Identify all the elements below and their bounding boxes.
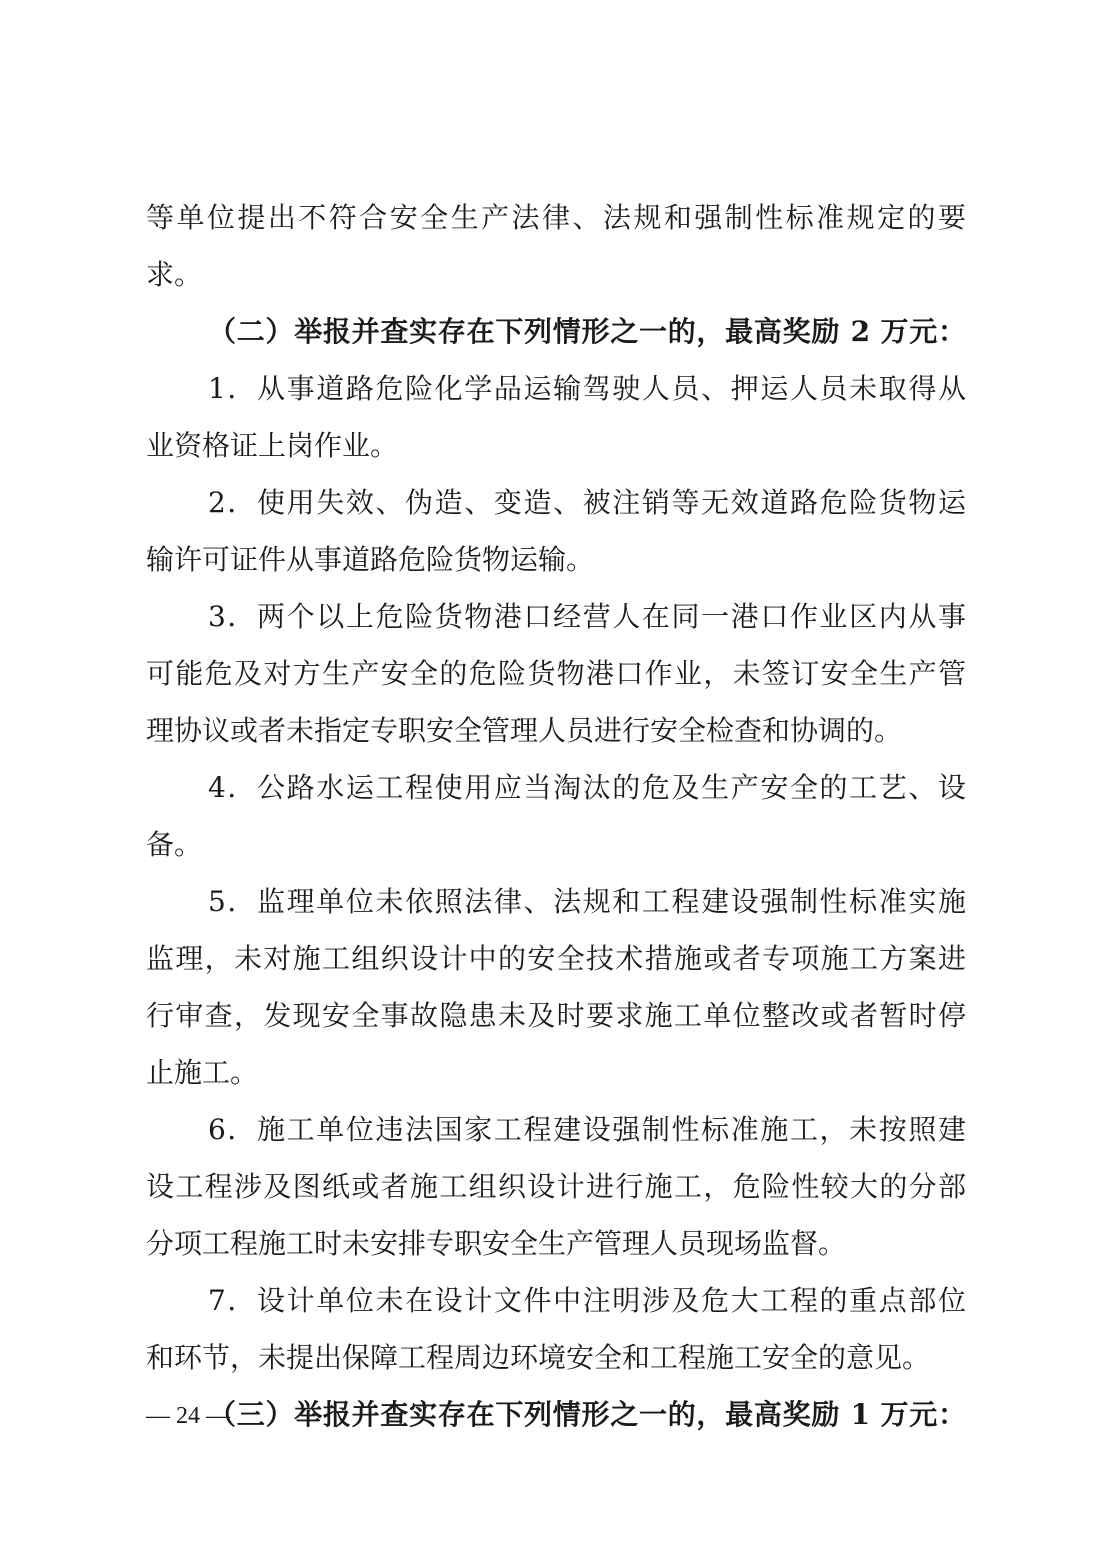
list-item-line: 可能危及对方生产安全的危险货物港口作业，未签订安全生产管 [146,657,966,690]
list-item-line: 1．从事道路危险化学品运输驾驶人员、押运人员未取得从 [208,372,966,405]
section-heading: （二）举报并查实存在下列情形之一的，最高奖励 2 万元： [208,315,966,348]
list-item-line: 2．使用失效、伪造、变造、被注销等无效道路危险货物运 [208,486,966,519]
paragraph-line: 等单位提出不符合安全生产法律、法规和强制性标准规定的要 [146,201,966,234]
list-item-line: 6．施工单位违法国家工程建设强制性标准施工，未按照建 [208,1113,966,1146]
list-item-line: 输许可证件从事道路危险货物运输。 [146,543,595,576]
list-item-line: 业资格证上岗作业。 [146,429,399,462]
list-item-line: 备。 [146,828,203,861]
list-item-line: 监理，未对施工组织设计中的安全技术措施或者专项施工方案进 [146,942,966,975]
list-item-line: 7．设计单位未在设计文件中注明涉及危大工程的重点部位 [208,1284,966,1317]
paragraph-line: 求。 [146,258,203,291]
page-number: — 24 — [146,1403,230,1429]
list-item-line: 设工程涉及图纸或者施工组织设计进行施工，危险性较大的分部 [146,1170,966,1203]
list-item-line: 4．公路水运工程使用应当淘汰的危及生产安全的工艺、设 [208,771,966,804]
section-heading: （三）举报并查实存在下列情形之一的，最高奖励 1 万元： [208,1398,966,1431]
list-item-line: 行审查，发现安全事故隐患未及时要求施工单位整改或者暂时停 [146,999,966,1032]
list-item-line: 理协议或者未指定专职安全管理人员进行安全检查和协调的。 [146,714,903,747]
list-item-line: 止施工。 [146,1056,259,1089]
list-item-line: 3．两个以上危险货物港口经营人在同一港口作业区内从事 [208,600,966,633]
list-item-line: 5．监理单位未依照法律、法规和工程建设强制性标准实施 [208,885,966,918]
list-item-line: 分项工程施工时未安排专职安全生产管理人员现场监督。 [146,1227,847,1260]
list-item-line: 和环节，未提出保障工程周边环境安全和工程施工安全的意见。 [146,1341,931,1374]
